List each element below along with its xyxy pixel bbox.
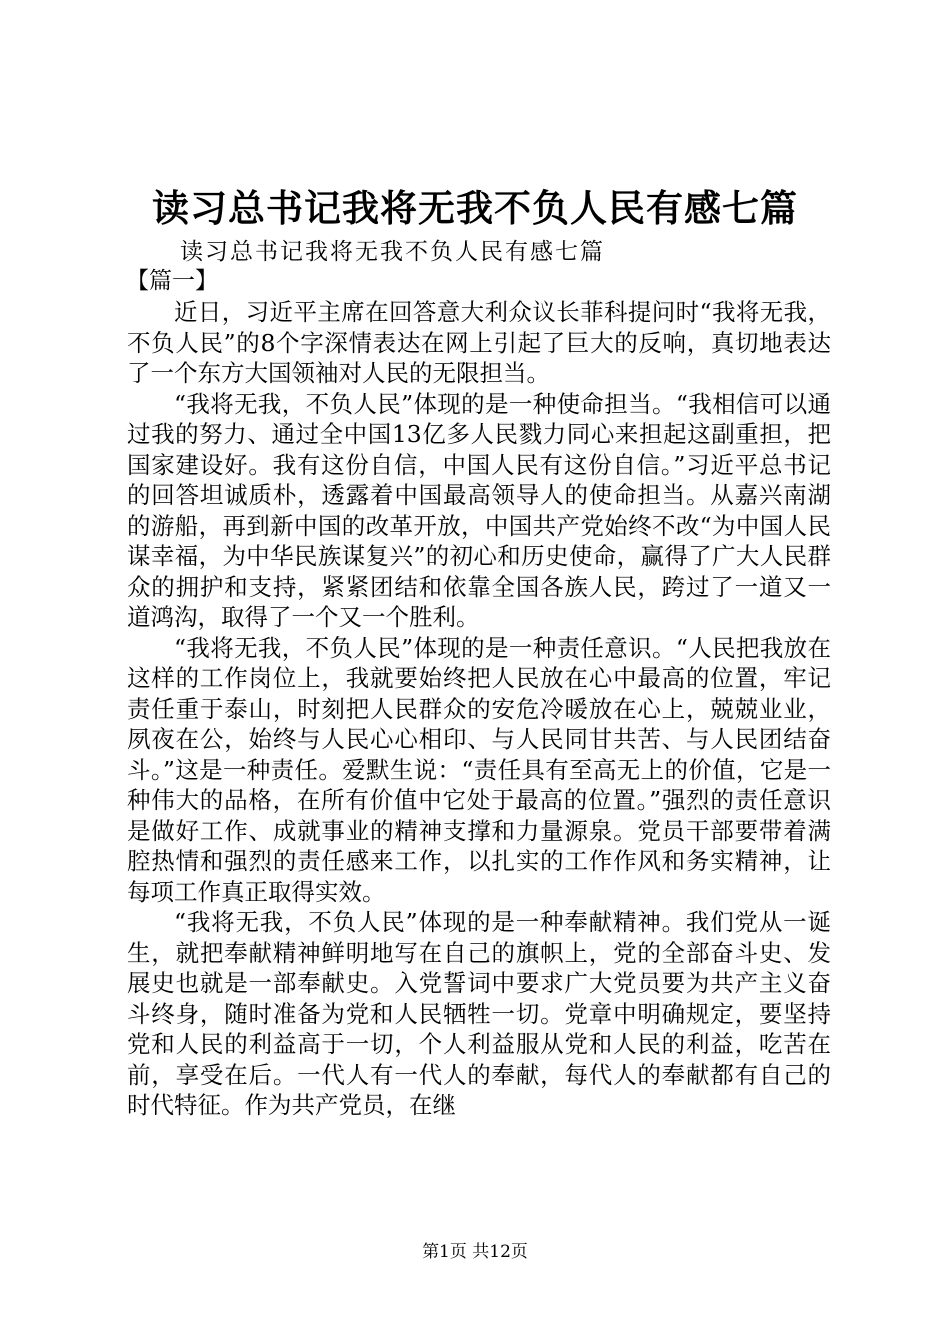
paragraph: “我将无我，不负人民”体现的是一种责任意识。“人民把我放在这样的工作岗位上，我就要始终把人民放在心中最高的位置，牢记责任重于泰山，时刻把人民群众的安危冷暖放在心上，兢兢业业，夙夜在公，始终与人民心心相印、与人民同甘共苦、与人民团结奋斗。”这是一种责任。爱默生说：“责任具有至高无上的价值，它是一种伟大的品格，在所有价值中它处于最高的位置。”强烈的责任意识是做好工作、成就事业的精神支撑和力量源泉。党员干部要带着满腔热情和强烈的责任感来工作，以扎实的工作作风和务实精神，让每项工作真正取得实效。 — [127, 633, 831, 906]
document-title: 读习总书记我将无我不负人民有感七篇 — [152, 186, 798, 230]
paragraph: 近日，习近平主席在回答意大利众议长菲科提问时“我将无我，不负人民”的8个字深情表达在网上引起了巨大的反响，真切地表达了一个东方大国领袖对人民的无限担当。 — [127, 298, 831, 387]
section-label: 【篇一】 — [126, 268, 218, 294]
document-body — [127, 297, 831, 1121]
page-footer: 第1页 共12页 — [422, 1242, 528, 1262]
paragraph: “我将无我，不负人民”体现的是一种奉献精神。我们党从一诞生，就把奉献精神鲜明地写在自己的旗帜上，党的全部奋斗史、发展史也就是一部奉献史。入党誓词中要求广大党员要为共产主义奋斗终身，随时准备为党和人民牺牲一切。党章中明确规定，要坚持党和人民的利益高于一切，个人利益服从党和人民的利益，吃苦在前，享受在后。一代人有一代人的奉献，每代人的奉献都有自己的时代特征。作为共产党员，在继 — [127, 908, 831, 1119]
paragraph: “我将无我，不负人民”体现的是一种使命担当。“我相信可以通过我的努力、通过全中国13亿多人民戮力同心来担起这副重担，把国家建设好。我有这份自信，中国人民有这份自信。”习近平总书记的回答坦诚质朴，透露着中国最高领导人的使命担当。从嘉兴南湖的游船，再到新中国的改革开放，中国共产党始终不改“为中国人民谋幸福，为中华民族谋复兴”的初心和历史使命，赢得了广大人民群众的拥护和支持，紧紧团结和依靠全国各族人民，跨过了一道又一道鸿沟，取得了一个又一个胜利。 — [127, 389, 831, 631]
document-subtitle: 读习总书记我将无我不负人民有感七篇 — [180, 239, 605, 265]
